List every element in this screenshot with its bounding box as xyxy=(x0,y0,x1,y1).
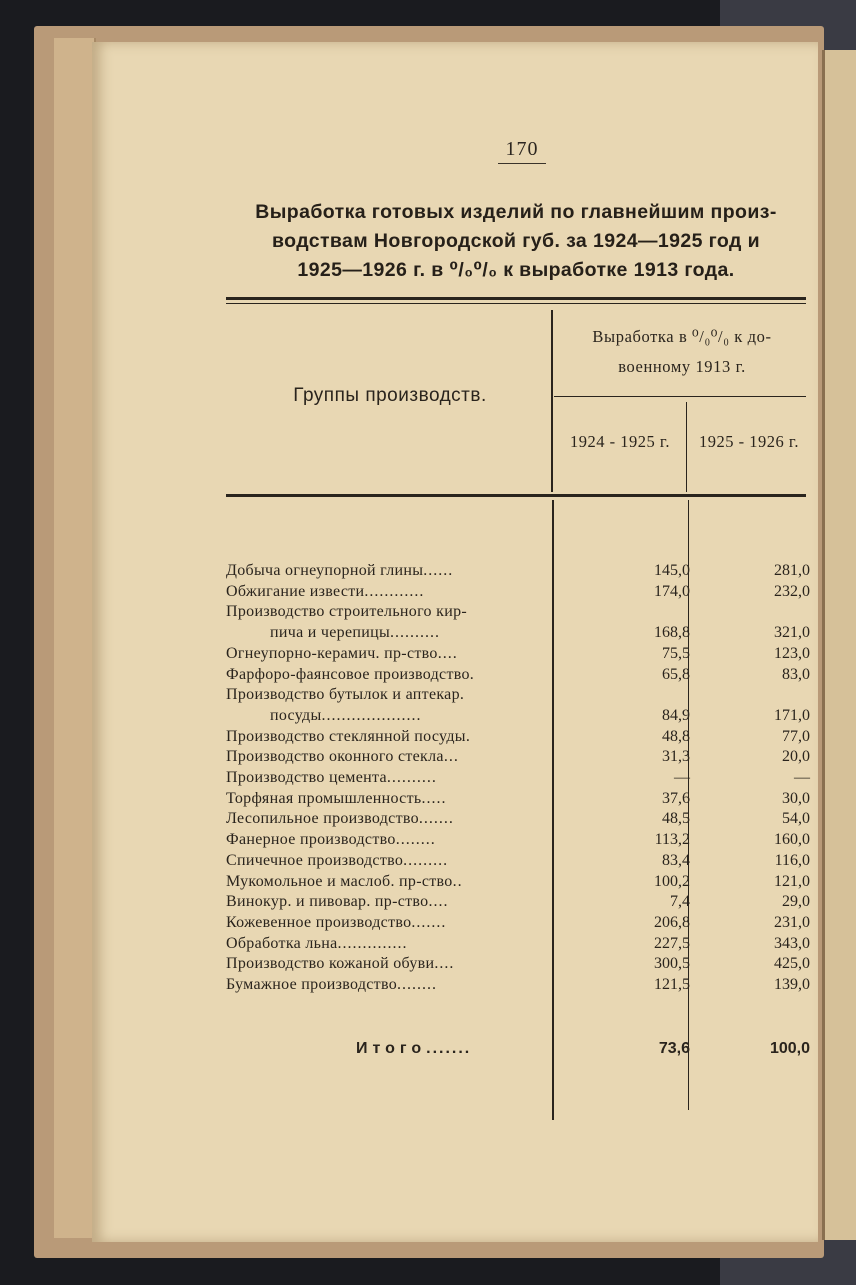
row-label xyxy=(226,748,548,766)
table-row xyxy=(226,976,810,997)
table-top-rule-thin xyxy=(226,303,806,304)
row-value-1925-1926: 321,0 xyxy=(774,624,810,642)
table-row xyxy=(226,645,810,666)
row-label-text: Производство кожаной обуви xyxy=(226,955,435,973)
row-leader-dots: ... xyxy=(443,748,459,766)
row-label xyxy=(226,603,548,621)
row-label xyxy=(226,976,548,994)
row-value-1925-1926: 171,0 xyxy=(774,706,810,724)
row-label-text: пича и черепицы xyxy=(270,624,391,642)
row-label-text: Огнеупорно-керамич. пр-ство xyxy=(226,644,438,662)
row-label xyxy=(270,707,548,725)
row-leader-dots: .... xyxy=(434,955,455,973)
row-value-1924-1925: 100,2 xyxy=(654,872,690,890)
row-label-text: Производство оконного стекла xyxy=(226,748,444,766)
row-value-1925-1926: 116,0 xyxy=(774,851,810,869)
table-row xyxy=(226,935,810,956)
table-row xyxy=(226,728,810,749)
table-row xyxy=(226,873,810,894)
groups-column-header: Группы производств. xyxy=(293,385,487,406)
row-label xyxy=(226,935,548,953)
page-edges xyxy=(54,38,96,1238)
table-row xyxy=(226,914,810,935)
row-leader-dots: ........ xyxy=(397,976,438,993)
row-value-1924-1925: 7,4 xyxy=(670,893,690,911)
row-value-1924-1925: — xyxy=(674,769,690,786)
row-value-1924-1925: 75,5 xyxy=(662,644,690,662)
row-label-text: Добыча огнеупорной глины xyxy=(226,562,424,579)
year-1925-1926-header: 1925 - 1926 г. xyxy=(699,432,799,451)
row-label-text: Производство строительного кир- xyxy=(226,603,468,621)
row-label-text: Торфяная промышленность xyxy=(226,789,422,807)
output-header-line-2: военному 1913 г. xyxy=(618,357,746,376)
row-value-1924-1925: 300,5 xyxy=(654,955,690,973)
header-bottom-rule xyxy=(226,494,806,497)
output-header-line-1: Выработка в ⁰/₀⁰/₀ к до- xyxy=(592,327,772,346)
row-label-text: Лесопильное производство xyxy=(226,810,419,828)
row-label-text: Производство стеклянной посуды xyxy=(226,727,466,745)
row-value-1924-1925: 168,8 xyxy=(654,624,690,642)
row-label xyxy=(226,562,548,580)
row-label xyxy=(226,790,548,808)
row-label-text: Спичечное производство xyxy=(226,851,404,869)
row-value-1924-1925: 227,5 xyxy=(654,934,690,952)
table-row xyxy=(226,831,810,852)
table-row xyxy=(226,603,810,624)
table-row xyxy=(226,769,810,790)
row-label xyxy=(226,893,548,911)
row-label xyxy=(226,769,548,787)
row-label xyxy=(226,728,548,746)
row-leader-dots: .......... xyxy=(386,769,437,786)
output-column-header xyxy=(560,322,804,382)
row-label xyxy=(226,873,548,891)
row-label xyxy=(226,645,548,663)
row-label xyxy=(226,666,548,684)
row-value-1925-1926: 232,0 xyxy=(774,582,810,600)
row-value-1925-1926: 425,0 xyxy=(774,955,810,973)
row-value-1924-1925: 206,8 xyxy=(654,913,690,931)
row-leader-dots: .............. xyxy=(337,934,408,952)
total-value-1924-1925: 73,6 xyxy=(658,1040,690,1057)
row-leader-dots: .... xyxy=(428,893,449,911)
page-number: 170 xyxy=(505,138,539,160)
row-leader-dots: ....... xyxy=(418,810,454,828)
row-value-1925-1926: 123,0 xyxy=(774,644,810,662)
row-label-text: посуды xyxy=(270,706,322,724)
table-row xyxy=(226,893,810,914)
row-label xyxy=(226,955,548,973)
row-value-1924-1925: 145,0 xyxy=(654,562,690,579)
row-leader-dots: ...... xyxy=(423,562,454,579)
row-label-text: Фанерное производство xyxy=(226,831,396,849)
row-value-1924-1925: 31,3 xyxy=(662,748,690,766)
row-value-1924-1925: 121,5 xyxy=(654,976,690,993)
row-value-1924-1925: 84,9 xyxy=(662,706,690,724)
row-value-1925-1926: 83,0 xyxy=(782,665,810,683)
table-row xyxy=(226,790,810,811)
row-value-1925-1926: 77,0 xyxy=(782,727,810,745)
row-value-1925-1926: 160,0 xyxy=(774,831,810,849)
title-line-3: 1925—1926 г. в ⁰/₀⁰/₀ к выработке 1913 года. xyxy=(297,259,735,281)
table-row xyxy=(226,852,810,873)
row-value-1925-1926: 281,0 xyxy=(774,562,810,579)
row-leader-dots: .... xyxy=(437,644,458,662)
row-value-1924-1925: 48,8 xyxy=(662,727,690,745)
table-row xyxy=(226,748,810,769)
row-value-1924-1925: 37,6 xyxy=(662,789,690,807)
row-value-1925-1926: — xyxy=(794,769,810,786)
row-leader-dots: ......... xyxy=(403,851,449,869)
row-value-1925-1926: 231,0 xyxy=(774,913,810,931)
row-label xyxy=(226,852,548,870)
title-line-1: Выработка готовых изделий по главнейшим произ- xyxy=(255,201,777,223)
row-value-1924-1925: 174,0 xyxy=(654,582,690,600)
row-value-1924-1925: 65,8 xyxy=(662,665,690,683)
table-row xyxy=(226,707,810,728)
row-label-text: Мукомольное и маслоб. пр-ство xyxy=(226,872,453,890)
total-dots: ....... xyxy=(426,1040,472,1057)
row-label-text: Фарфоро-фаянсовое производство xyxy=(226,665,470,683)
title-line-2: водствам Новгородской губ. за 1924—1925 год и xyxy=(272,230,760,252)
row-label-text: Обжигание извести xyxy=(226,582,365,600)
row-value-1924-1925: 48,5 xyxy=(662,810,690,828)
total-value-1925-1926: 100,0 xyxy=(769,1040,810,1057)
row-label xyxy=(226,914,548,932)
row-leader-dots: .......... xyxy=(390,624,441,642)
row-label-text: Обработка льна xyxy=(226,934,338,952)
row-label xyxy=(226,831,548,849)
row-leader-dots: ....... xyxy=(411,913,447,931)
row-label-text: Производство бутылок и аптекар. xyxy=(226,686,465,704)
year-1924-1925-header: 1924 - 1925 г. xyxy=(570,432,670,451)
row-value-1925-1926: 29,0 xyxy=(782,893,810,911)
total-label-text: Итого xyxy=(356,1040,427,1057)
table-row xyxy=(226,686,810,707)
table-row xyxy=(226,955,810,976)
row-label xyxy=(226,686,548,704)
year-column-divider-header xyxy=(686,402,687,492)
table-row xyxy=(226,666,810,687)
row-label-text: Бумажное производство xyxy=(226,976,398,993)
header-column-divider xyxy=(551,310,553,492)
row-leader-dots: . xyxy=(469,665,475,683)
row-value-1925-1926: 139,0 xyxy=(774,976,810,993)
row-leader-dots: . xyxy=(465,727,471,745)
row-leader-dots: ..... xyxy=(421,789,447,807)
row-value-1925-1926: 30,0 xyxy=(782,789,810,807)
table-row xyxy=(226,810,810,831)
row-leader-dots: ............ xyxy=(364,582,425,600)
row-leader-dots: .. xyxy=(452,872,463,890)
table-title xyxy=(222,198,810,285)
row-value-1924-1925: 113,2 xyxy=(654,831,690,849)
table-row xyxy=(226,583,810,604)
row-leader-dots: .................... xyxy=(321,706,422,724)
row-value-1925-1926: 54,0 xyxy=(782,810,810,828)
row-value-1925-1926: 121,0 xyxy=(774,872,810,890)
row-label xyxy=(270,624,548,642)
facing-page-edge xyxy=(822,50,856,1240)
row-value-1925-1926: 343,0 xyxy=(774,934,810,952)
row-label xyxy=(226,810,548,828)
row-label-text: Кожевенное производство xyxy=(226,913,412,931)
table-row xyxy=(226,562,810,583)
row-value-1925-1926: 20,0 xyxy=(782,748,810,766)
row-value-1924-1925: 83,4 xyxy=(662,851,690,869)
row-label-text: Производство цемента xyxy=(226,769,387,786)
page-number-underline xyxy=(498,163,546,164)
output-header-rule xyxy=(554,396,806,397)
table-row xyxy=(226,624,810,645)
row-label-text: Винокур. и пивовар. пр-ство xyxy=(226,893,429,911)
total-label xyxy=(356,1040,471,1058)
table-top-rule-thick xyxy=(226,297,806,300)
row-label xyxy=(226,583,548,601)
row-leader-dots: ........ xyxy=(395,831,436,849)
